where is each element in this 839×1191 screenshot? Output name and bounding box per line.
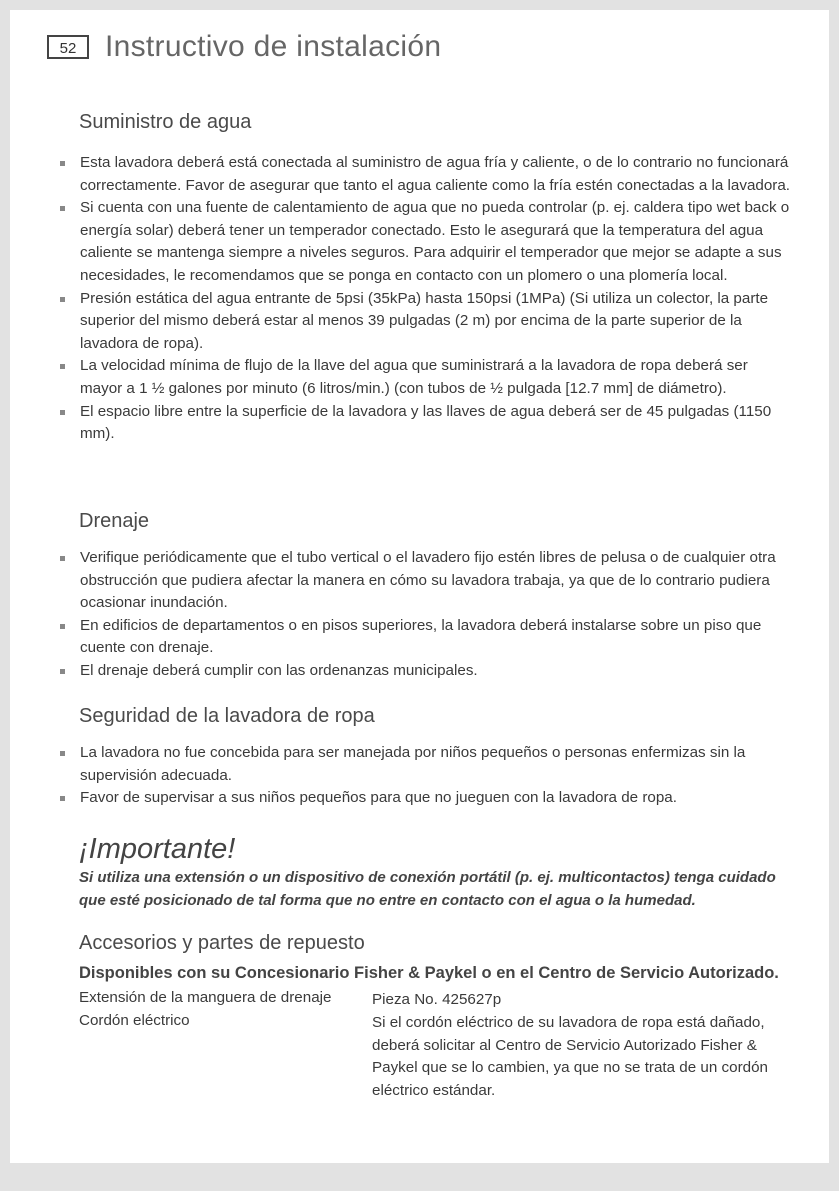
document-title: Instructivo de instalación [105,30,442,63]
important-heading: ¡Importante! [79,833,236,865]
list-item: Favor de supervisar a sus niños pequeños para que no jueguen con la lavadora de ropa. [60,787,790,810]
list-item: Verifique periódicamente que el tubo vertical o el lavadero fijo estén libres de pelusa o de cualquier otra obstrucción que pudiera afectar la manera en cómo su lavadora trabaja, ya que de lo contrario pudiera ocasionar inundación. [60,547,790,615]
part-info: Pieza No. 425627p [372,991,502,1008]
section-title-water: Suministro de agua [79,111,252,133]
page-number: 52 [47,35,89,59]
page-header [47,30,441,64]
drain-list [60,547,790,683]
important-text: Si utiliza una extensión o un dispositivo de conexión portátil (p. ej. multicontactos) tenga cuidado que esté posicionado de tal forma que no entre en contacto con el agua o la humedad. [79,869,776,909]
part-info: Si el cordón eléctrico de su lavadora de ropa está dañado, deberá solicitar al Centro de Servicio Autorizado Fisher & Paykel que se lo cambien, ya que no se trata de un cordón eléctrico estándar. [372,1014,768,1099]
list-item: El espacio libre entre la superficie de la lavadora y las llaves de agua deberá ser de 45 pulgadas (1150 mm). [60,401,790,446]
list-item: El drenaje deberá cumplir con las ordenanzas municipales. [60,660,790,683]
list-item: La lavadora no fue concebida para ser manejada por niños pequeños o personas enfermizas sin la supervisión adecuada. [60,742,790,787]
list-item: La velocidad mínima de flujo de la llave del agua que suministrará a la lavadora de ropa deberá ser mayor a 1 ½ galones por minuto (6 litros/min.) (con tubos de ½ pulgada [12.7 mm] de diámetro). [60,355,790,400]
part-name: Cordón eléctrico [79,1012,190,1029]
water-list [60,152,790,446]
list-item: En edificios de departamentos o en pisos superiores, la lavadora deberá instalarse sobre un piso que cuente con drenaje. [60,615,790,660]
section-title-drain: Drenaje [79,510,150,532]
section-title-safety: Seguridad de la lavadora de ropa [79,705,375,727]
availability-note: Disponibles con su Concesionario Fisher & Paykel o en el Centro de Servicio Autorizado. [79,964,779,982]
list-item: Presión estática del agua entrante de 5psi (35kPa) hasta 150psi (1MPa) (Si utiliza un colector, la parte superior del mismo deberá estar al menos 39 pulgadas (2 m) por encima de la parte superior de la lavadora de ropa). [60,288,790,356]
section-title-accessories: Accesorios y partes de repuesto [79,932,365,954]
safety-list [60,742,790,810]
list-item: Esta lavadora deberá está conectada al suministro de agua fría y caliente, o de lo contrario no funcionará correctamente. Favor de asegurar que tanto el agua caliente como la fría estén conectadas a la lavadora. [60,152,790,197]
list-item: Si cuenta con una fuente de calentamiento de agua que no pueda controlar (p. ej. caldera tipo wet back o energía solar) deberá tener un temperador conectado. Esto le asegurará que la temperatura del agua caliente se mantenga siempre a niveles seguros. Para adquirir el temperador que mejor se adapte a sus necesidades, le recomendamos que se ponga en contacto con un plomero o una plomería local. [60,197,790,287]
part-name: Extensión de la manguera de drenaje [79,989,332,1006]
